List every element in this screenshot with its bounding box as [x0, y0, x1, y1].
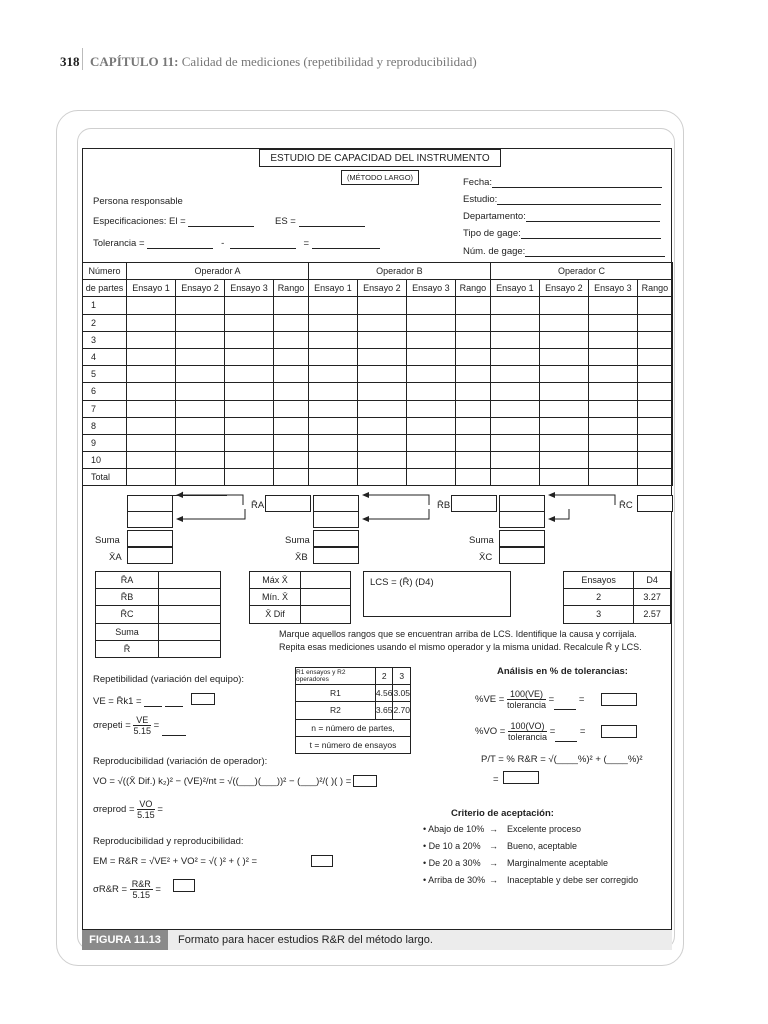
chapter-heading: CAPÍTULO 11: Calidad de mediciones (repetibilidad y reproducibilidad)	[90, 54, 477, 69]
table-cell[interactable]	[273, 297, 308, 314]
note-line-2: Repita esas mediciones usando el mismo operador y la misma unidad. Recalcule R̄ y LCS.	[279, 642, 642, 652]
max-min-table	[249, 571, 351, 624]
table-cell[interactable]	[539, 400, 588, 417]
table-cell[interactable]	[224, 400, 273, 417]
table-cell[interactable]	[490, 452, 539, 469]
table-cell[interactable]	[175, 469, 224, 486]
table-cell[interactable]	[637, 400, 672, 417]
rb-label: R̄B	[437, 500, 451, 511]
table-cell[interactable]	[273, 314, 308, 331]
k-table	[295, 667, 411, 754]
table-cell[interactable]	[455, 314, 490, 331]
table-cell[interactable]	[308, 452, 357, 469]
table-cell[interactable]	[490, 366, 539, 383]
table-cell[interactable]	[539, 348, 588, 365]
k-header: R1 ensayos y R2 operadores	[296, 668, 376, 685]
xb-box[interactable]	[313, 547, 359, 564]
k-cell: R2	[296, 702, 376, 719]
table-cell[interactable]	[308, 383, 357, 400]
table-cell[interactable]	[308, 469, 357, 486]
table-cell[interactable]	[357, 417, 406, 434]
departamento-field[interactable]: Departamento:	[463, 212, 660, 222]
table-cell[interactable]	[224, 469, 273, 486]
table-cell[interactable]	[637, 314, 672, 331]
figure-caption: Formato para hacer estudios R&R del método largo.	[178, 934, 433, 946]
ve-box[interactable]	[191, 693, 215, 705]
xb-label: X̄B	[295, 552, 308, 563]
em-box[interactable]	[311, 855, 333, 867]
table-row	[83, 400, 673, 417]
vo-formula: VO = √((X̄ Dif.) k₂)² − (VE)²/nt = √((___)(___))² − (___)²/( )( ) =	[93, 776, 352, 787]
sigma-rr: σR&R = $\frac{R\&R}{5.15}$ =	[93, 879, 161, 900]
row-label: 7	[83, 400, 127, 417]
row-label: 4	[83, 348, 127, 365]
d4-header: Ensayos	[564, 572, 634, 589]
table-cell[interactable]	[357, 297, 406, 314]
table-cell[interactable]	[539, 366, 588, 383]
table-cell[interactable]	[455, 331, 490, 348]
table-cell[interactable]	[175, 400, 224, 417]
table-cell[interactable]	[175, 417, 224, 434]
table-cell[interactable]	[588, 314, 637, 331]
xc-label: X̄C	[479, 552, 493, 563]
d4-header: D4	[634, 572, 671, 589]
table-cell[interactable]	[308, 366, 357, 383]
table-cell[interactable]	[490, 297, 539, 314]
row-label: 8	[83, 417, 127, 434]
rbar-value-cell[interactable]	[159, 572, 221, 589]
suma-a-box[interactable]	[127, 530, 173, 547]
table-cell[interactable]	[127, 366, 176, 383]
xa-box[interactable]	[127, 547, 173, 564]
col-part-header-2: de partes	[83, 280, 127, 297]
sigma-rr-box[interactable]	[173, 879, 195, 892]
table-cell[interactable]	[127, 383, 176, 400]
table-cell[interactable]	[588, 434, 637, 451]
subcol-header: Rango	[637, 280, 672, 297]
fecha-field[interactable]: Fecha:	[463, 178, 662, 188]
table-row	[83, 348, 673, 365]
table-cell[interactable]	[490, 331, 539, 348]
rb-result-box[interactable]	[451, 495, 497, 512]
table-cell[interactable]	[127, 297, 176, 314]
tolerance-field-1[interactable]	[147, 248, 213, 249]
spec-es-field[interactable]	[299, 226, 365, 227]
measurement-table	[82, 262, 673, 486]
criteria-item: • Abajo de 10%→Excelente proceso	[423, 824, 582, 834]
k-cell: 3.65	[375, 702, 393, 719]
pvo-formula: %VO = $\frac{100(VO)}{\text{tolerancia}}$ = =	[475, 721, 586, 742]
table-cell[interactable]	[455, 469, 490, 486]
subcol-header: Ensayo 3	[406, 280, 455, 297]
table-cell[interactable]	[273, 417, 308, 434]
table-cell[interactable]	[273, 400, 308, 417]
table-cell[interactable]	[308, 331, 357, 348]
d4-cell: 3.27	[634, 589, 671, 606]
ve-formula: VE = R̄k1 =	[93, 697, 183, 707]
suma-b-box[interactable]	[313, 530, 359, 547]
tolerance-field-2[interactable]	[230, 248, 296, 249]
table-cell[interactable]	[588, 452, 637, 469]
estudio-field[interactable]: Estudio:	[463, 195, 661, 205]
table-cell[interactable]	[539, 452, 588, 469]
pt-formula: P/T = % R&R = √(____%)² + (____%)²	[481, 754, 643, 765]
criteria-title: Criterio de aceptación:	[451, 808, 554, 819]
criteria-item: • De 20 a 30%→Marginalmente aceptable	[423, 858, 609, 868]
table-cell[interactable]	[127, 417, 176, 434]
table-cell[interactable]	[406, 331, 455, 348]
table-cell[interactable]	[637, 331, 672, 348]
table-cell[interactable]	[406, 348, 455, 365]
table-cell[interactable]	[406, 383, 455, 400]
operator-header: Operador B	[308, 263, 490, 280]
subcol-header: Ensayo 3	[224, 280, 273, 297]
table-cell[interactable]	[490, 434, 539, 451]
rbar-row-label: R̄	[96, 640, 159, 657]
subcol-header: Rango	[273, 280, 308, 297]
row-label: 10	[83, 452, 127, 469]
arrows-graphic	[83, 489, 673, 529]
table-cell[interactable]	[406, 452, 455, 469]
table-cell[interactable]	[357, 331, 406, 348]
table-cell[interactable]	[637, 452, 672, 469]
table-cell[interactable]	[357, 452, 406, 469]
suma-a-label: Suma	[95, 535, 120, 546]
criteria-item: • Arriba de 30%→Inaceptable y debe ser corregido	[423, 875, 639, 885]
xa-label: X̄A	[109, 552, 122, 563]
table-row	[83, 469, 673, 486]
table-cell[interactable]	[357, 469, 406, 486]
table-cell[interactable]	[273, 434, 308, 451]
rbar-value-cell[interactable]	[159, 589, 221, 606]
table-cell[interactable]	[455, 400, 490, 417]
table-cell[interactable]	[127, 348, 176, 365]
table-cell[interactable]	[273, 348, 308, 365]
suma-c-box[interactable]	[499, 530, 545, 547]
row-label: 3	[83, 331, 127, 348]
header-divider	[82, 48, 83, 70]
table-cell[interactable]	[406, 434, 455, 451]
sigma-repeti: σrepeti = $\frac{VE}{5.15}$ =	[93, 715, 186, 736]
table-cell[interactable]	[406, 417, 455, 434]
pve-box[interactable]	[601, 693, 637, 706]
pvo-box[interactable]	[601, 725, 637, 738]
table-cell[interactable]	[455, 366, 490, 383]
subcol-header: Ensayo 2	[539, 280, 588, 297]
table-cell[interactable]	[406, 297, 455, 314]
row-label: 6	[83, 383, 127, 400]
table-cell[interactable]	[637, 434, 672, 451]
table-cell[interactable]	[637, 469, 672, 486]
table-row	[83, 331, 673, 348]
table-cell[interactable]	[490, 400, 539, 417]
table-cell[interactable]	[490, 348, 539, 365]
subcol-header: Ensayo 1	[127, 280, 176, 297]
table-cell[interactable]	[637, 383, 672, 400]
table-cell[interactable]	[308, 314, 357, 331]
rbar-value-cell[interactable]	[159, 606, 221, 623]
table-cell[interactable]	[224, 383, 273, 400]
table-cell[interactable]	[406, 469, 455, 486]
rbar-value-cell[interactable]	[159, 623, 221, 640]
table-cell[interactable]	[175, 348, 224, 365]
specs-label: Especificaciones: El =	[93, 217, 254, 227]
table-cell[interactable]	[308, 297, 357, 314]
table-cell[interactable]	[273, 452, 308, 469]
table-cell[interactable]	[273, 366, 308, 383]
table-cell[interactable]	[357, 366, 406, 383]
criteria-item: • De 10 a 20%→Bueno, aceptable	[423, 841, 578, 851]
tolerance-label: Tolerancia = - =	[93, 239, 380, 249]
table-cell[interactable]	[273, 331, 308, 348]
table-cell[interactable]	[224, 297, 273, 314]
table-cell[interactable]	[455, 434, 490, 451]
table-cell[interactable]	[224, 434, 273, 451]
table-cell[interactable]	[357, 383, 406, 400]
subcol-header: Ensayo 2	[175, 280, 224, 297]
ra-result-box[interactable]	[265, 495, 311, 512]
table-cell[interactable]	[308, 434, 357, 451]
table-cell[interactable]	[539, 297, 588, 314]
table-cell[interactable]	[539, 314, 588, 331]
table-cell[interactable]	[175, 297, 224, 314]
table-cell[interactable]	[637, 366, 672, 383]
row-label: 1	[83, 297, 127, 314]
table-cell[interactable]	[490, 383, 539, 400]
table-cell[interactable]	[406, 314, 455, 331]
table-cell[interactable]	[637, 417, 672, 434]
d4-cell: 3	[564, 606, 634, 623]
table-cell[interactable]	[588, 383, 637, 400]
form-subtitle: (MÉTODO LARGO)	[341, 170, 419, 185]
subcol-header: Ensayo 3	[588, 280, 637, 297]
table-cell[interactable]	[224, 348, 273, 365]
table-cell[interactable]	[127, 331, 176, 348]
rbar-value-cell[interactable]	[159, 640, 221, 657]
table-row	[83, 417, 673, 434]
d4-cell: 2	[564, 589, 634, 606]
rbar-row-label: R̄A	[96, 572, 159, 589]
subcol-header: Ensayo 2	[357, 280, 406, 297]
table-cell[interactable]	[406, 366, 455, 383]
rbar-row-label: R̄C	[96, 606, 159, 623]
subcol-header: Rango	[455, 280, 490, 297]
table-cell[interactable]	[539, 434, 588, 451]
table-cell[interactable]	[588, 348, 637, 365]
table-cell[interactable]	[455, 297, 490, 314]
em-formula: EM = R&R = √VE² + VO² = √( )² + ( )² =	[93, 856, 258, 867]
table-cell[interactable]	[588, 417, 637, 434]
maxmin-value-cell[interactable]	[301, 572, 351, 589]
k-note: n = número de partes,	[296, 719, 411, 736]
table-cell[interactable]	[588, 400, 637, 417]
xc-box[interactable]	[499, 547, 545, 564]
rc-result-box[interactable]	[637, 495, 673, 512]
d4-table	[563, 571, 671, 624]
responsible-label: Persona responsable	[93, 196, 183, 207]
k-col: 3	[393, 668, 411, 685]
table-cell[interactable]	[175, 366, 224, 383]
table-cell[interactable]	[588, 469, 637, 486]
table-cell[interactable]	[406, 400, 455, 417]
pve-formula: %VE = $\frac{100(VE)}{\text{tolerancia}}$ = =	[475, 689, 585, 710]
col-part-header: Número	[83, 263, 127, 280]
maxmin-row-label: Mín. X̄	[250, 589, 301, 606]
rbar-row-label: Suma	[96, 623, 159, 640]
form-title: ESTUDIO DE CAPACIDAD DEL INSTRUMENTO	[259, 149, 501, 167]
form-sheet	[82, 148, 672, 930]
table-cell[interactable]	[308, 417, 357, 434]
table-cell[interactable]	[588, 366, 637, 383]
table-cell[interactable]	[224, 417, 273, 434]
table-row	[83, 434, 673, 451]
table-cell[interactable]	[588, 331, 637, 348]
table-cell[interactable]	[224, 366, 273, 383]
vo-box[interactable]	[353, 775, 377, 787]
table-row	[83, 366, 673, 383]
lcs-box: LCS = (R̄) (D4)	[363, 571, 511, 617]
table-cell[interactable]	[175, 314, 224, 331]
maxmin-value-cell[interactable]	[301, 606, 351, 623]
table-cell[interactable]	[357, 434, 406, 451]
num-gage-field[interactable]: Núm. de gage:	[463, 247, 665, 257]
pt-box[interactable]	[503, 771, 539, 784]
table-cell[interactable]	[539, 331, 588, 348]
table-cell[interactable]	[357, 400, 406, 417]
table-cell[interactable]	[490, 314, 539, 331]
rbar-row-label: R̄B	[96, 589, 159, 606]
table-cell[interactable]	[127, 469, 176, 486]
rbar-table	[95, 571, 221, 658]
repeatability-title: Repetibilidad (variación del equipo):	[93, 674, 245, 685]
table-cell[interactable]	[637, 348, 672, 365]
maxmin-row-label: Máx X̄	[250, 572, 301, 589]
table-row	[83, 297, 673, 314]
table-row	[83, 383, 673, 400]
operator-header: Operador C	[490, 263, 672, 280]
table-cell[interactable]	[224, 331, 273, 348]
k-cell: 4.56	[375, 685, 393, 702]
table-cell[interactable]	[127, 452, 176, 469]
row-label: Total	[83, 469, 127, 486]
k-note: t = número de ensayos	[296, 736, 411, 753]
table-cell[interactable]	[490, 469, 539, 486]
k-cell: 3.05	[393, 685, 411, 702]
suma-b-label: Suma	[285, 535, 310, 546]
tipo-gage-field[interactable]: Tipo de gage:	[463, 229, 661, 239]
table-cell[interactable]	[127, 400, 176, 417]
row-label: 9	[83, 434, 127, 451]
figure-label: FIGURA 11.13	[82, 930, 168, 950]
table-cell[interactable]	[273, 469, 308, 486]
k-cell: 2.70	[393, 702, 411, 719]
table-cell[interactable]	[175, 383, 224, 400]
table-cell[interactable]	[455, 348, 490, 365]
subcol-header: Ensayo 1	[308, 280, 357, 297]
table-cell[interactable]	[357, 348, 406, 365]
tolerance-result-field[interactable]	[312, 248, 380, 249]
note-line-1: Marque aquellos rangos que se encuentran arriba de LCS. Identifique la causa y corrijala.	[279, 629, 637, 639]
table-cell[interactable]	[127, 434, 176, 451]
table-cell[interactable]	[273, 383, 308, 400]
k-col: 2	[375, 668, 393, 685]
table-row	[83, 314, 673, 331]
table-cell[interactable]	[127, 314, 176, 331]
page-number: 318	[60, 54, 80, 69]
table-cell[interactable]	[455, 417, 490, 434]
subcol-header: Ensayo 1	[490, 280, 539, 297]
table-cell[interactable]	[637, 297, 672, 314]
table-row	[83, 452, 673, 469]
operator-header: Operador A	[127, 263, 309, 280]
d4-cell: 2.57	[634, 606, 671, 623]
spec-el-field[interactable]	[188, 226, 254, 227]
maxmin-value-cell[interactable]	[301, 589, 351, 606]
table-cell[interactable]	[588, 297, 637, 314]
table-cell[interactable]	[455, 383, 490, 400]
reproducibility-title: Reproducibilidad (variación de operador):	[93, 756, 268, 767]
maxmin-row-label: X̄ Dif	[250, 606, 301, 623]
ra-label: R̄A	[251, 500, 265, 511]
sigma-reprod: σreprod = $\frac{VO}{5.15}$ =	[93, 799, 163, 820]
table-cell[interactable]	[539, 469, 588, 486]
row-label: 2	[83, 314, 127, 331]
table-cell[interactable]	[357, 314, 406, 331]
table-cell[interactable]	[175, 434, 224, 451]
row-label: 5	[83, 366, 127, 383]
table-cell[interactable]	[308, 348, 357, 365]
table-cell[interactable]	[224, 314, 273, 331]
table-cell[interactable]	[539, 417, 588, 434]
table-cell[interactable]	[308, 400, 357, 417]
k-cell: R1	[296, 685, 376, 702]
analysis-title: Análisis en % de tolerancias:	[497, 666, 628, 677]
table-cell[interactable]	[455, 452, 490, 469]
pt-equals: =	[493, 774, 499, 785]
table-cell[interactable]	[539, 383, 588, 400]
table-cell[interactable]	[224, 452, 273, 469]
table-cell[interactable]	[175, 331, 224, 348]
es-label: ES =	[275, 217, 365, 227]
table-cell[interactable]	[175, 452, 224, 469]
table-cell[interactable]	[490, 417, 539, 434]
rr-title: Reproducibilidad y reproducibilidad:	[93, 836, 244, 847]
suma-c-label: Suma	[469, 535, 494, 546]
rc-label: R̄C	[619, 500, 633, 511]
